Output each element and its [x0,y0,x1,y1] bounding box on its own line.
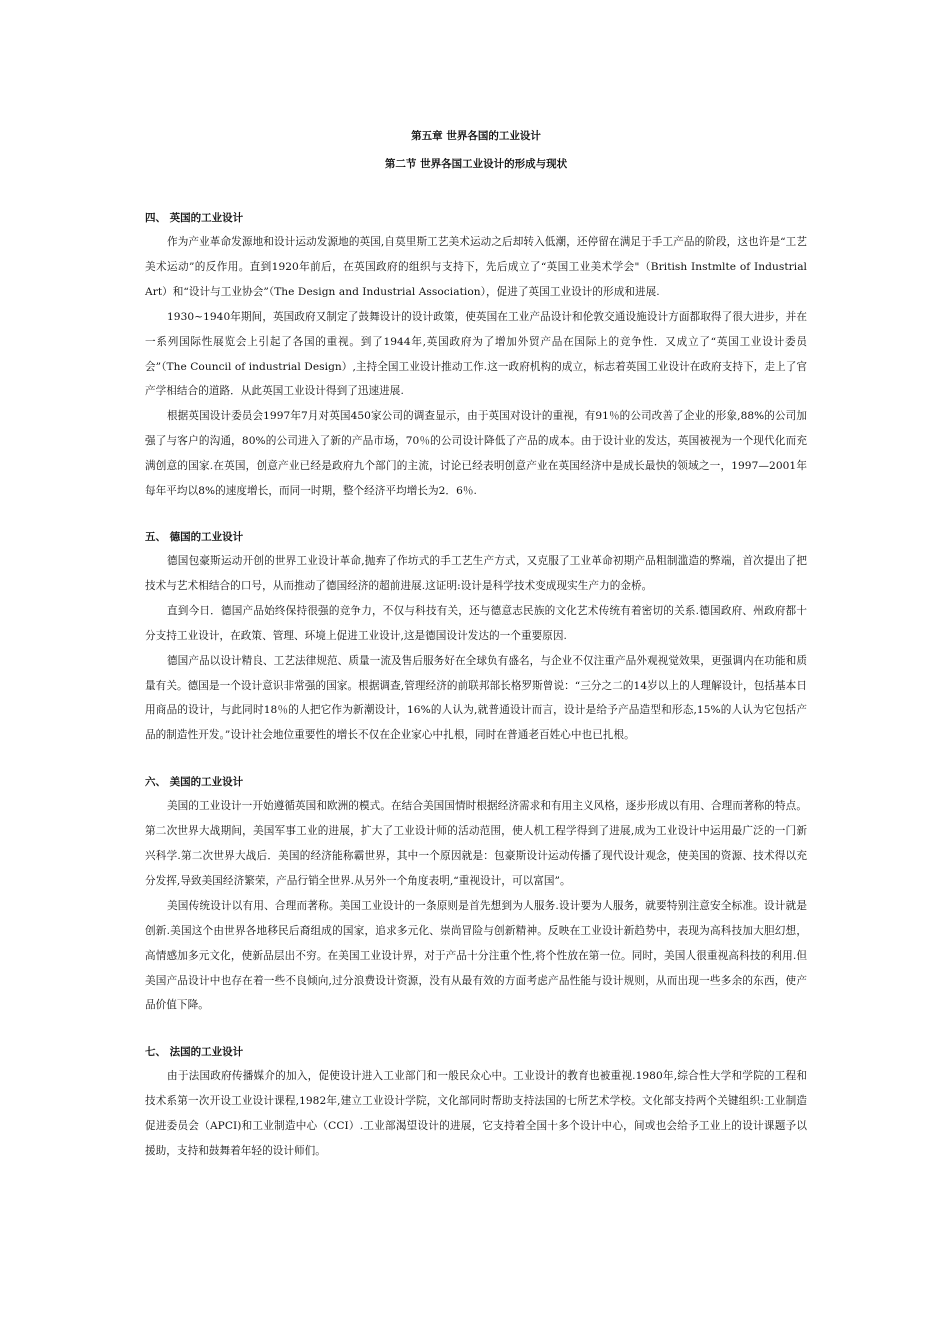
section-heading-uk: 四、 英国的工业设计 [145,212,244,224]
section-heading-usa: 六、 美国的工业设计 [145,776,244,789]
section-uk [145,206,807,504]
paragraph: 1930~1940年期间，英国政府又制定了鼓舞设计的设计政策，使英国在工业产品设计和伦敦交通设施设计方面都取得了很大进步，并在一系列国际性展览会上引起了各国的重视。到了1944年,英国政府为了增加外贸产品在国际上的竞争性．又成立了“英国工业设计委员会”（The Council of industrial Design）,主持全国工业设计推动工作.这一政府机构的成立，标志着英国工业设计在政府支持下，走上了官产学相结合的道路．从此英国工业设计得到了迅速进展. [145,310,807,398]
section-germany [145,525,807,748]
section-france [145,1040,807,1164]
chapter-title: 第五章 世界各国的工业设计 [411,130,541,142]
paragraph: 作为产业革命发源地和设计运动发源地的英国,自莫里斯工艺美术运动之后却转入低潮，还停留在满足于手工产品的阶段，这也许是“工艺美术运动”的反作用。直到1920年前后，在英国政府的组织与支持下，先后成立了“英国工业美术学会"（British Instmlte of Industrial Art）和“设计与工业协会”（The Design and Industrial Association），促进了英国工业设计的形成和进展. [145,236,807,298]
paragraph: 德国产品以设计精良、工艺法律规范、质量一流及售后服务好在全球负有盛名，与企业不仅注重产品外观视觉效果，更强调内在功能和质量有关。德国是一个设计意识非常强的国家。根据调查,管理经济的前联邦部长格罗斯曾说：“三分之二的14岁以上的人理解设计，包括基本日用商品的设计，与此同时18％的人把它作为新潮设计，16%的人认为,就普通设计而言，设计是给予产品造型和形态,15%的人认为它包括产品的制造性开发。”设计社会地位重要性的增长不仅在企业家心中扎根，同时在普通老百姓心中也已扎根。 [145,654,807,742]
paragraph: 直到今日．德国产品始终保持很强的竞争力，不仅与科技有关，还与德意志民族的文化艺术传统有着密切的关系.德国政府、州政府都十分支持工业设计，在政策、管理、环境上促进工业设计,这是德国设计发达的一个重要原因. [145,604,807,642]
section-heading-france: 七、 法国的工业设计 [145,1046,244,1059]
section-heading-germany: 五、 德国的工业设计 [145,530,244,543]
paragraph: 根据英国设计委员会1997年7月对英国450家公司的调查显示，由于英国对设计的重视，有91％的公司改善了企业的形象,88%的公司加强了与客户的沟通，80%的公司进入了新的产品市场，70％的公司设计降低了产品的成本。由于设计业的发达，英国被视为一个现代化而充满创意的国家.在英国，创意产业已经是政府九个部门的主流，讨论已经表明创意产业在英国经济中是成长最快的领域之一，1997—2001年每年平均以8%的速度增长，而同一时期，整个经济平均增长为2．6％. [145,410,807,498]
section-title: 第二节 世界各国工业设计的形成与现状 [384,158,568,170]
paragraph: 美国传统设计以有用、合理而著称。美国工业设计的一条原则是首先想到为人服务.设计要为人服务，就要特别注意安全标准。设计就是创新.美国这个由世界各地移民后裔组成的国家，追求多元化、崇尚冒险与创新精神。反映在工业设计新趋势中，表现为高科技加大胆幻想，高情感加多元文化，使新品层出不穷。在美国工业设计界，对于产品十分注重个性,将个性放在第一位。同时，美国人很重视高科技的利用.但美国产品设计中也存在着一些不良倾向,过分浪费设计资源，没有从最有效的方面考虑产品性能与设计规则，从而出现一些多余的东西，使产品价值下降。 [145,899,807,1012]
paragraph: 德国包豪斯运动开创的世界工业设计革命,抛弃了作坊式的手工艺生产方式，又克服了工业革命初期产品粗制滥造的弊端，首次提出了把技术与艺术相结合的口号，从而推动了德国经济的超前进展.这证明:设计是科学技术变成现实生产力的金桥。 [145,554,807,592]
document-page [145,118,807,1164]
paragraph: 美国的工业设计一开始遵循英国和欧洲的模式。在结合美国国情时根据经济需求和有用主义风格，逐步形成以有用、合理而著称的特点。第二次世界大战期间，美国军事工业的进展，扩大了工业设计师的活动范围，使人机工程学得到了进展,成为工业设计中运用最广泛的一门新兴科学.第二次世界大战后．美国的经济能称霸世界，其中一个原因就是：包豪斯设计运动传播了现代设计观念，使美国的资源、技术得以充分发挥,导致美国经济繁荣，产品行销全世界.从另外一个角度表明,“重视设计，可以富国”。 [145,800,807,887]
paragraph: 由于法国政府传播媒介的加入，促使设计进入工业部门和一般民众心中。工业设计的教育也被重视.1980年,综合性大学和学院的工程和技术系第一次开设工业设计课程,1982年,建立工业设计学院，文化部同时帮助支持法国的七所艺术学校。文化部支持两个关键组织:工业制造促进委员会（APCI)和工业制造中心（CCI）.工业部渴望设计的进展，它支持着全国十多个设计中心，间或也会给予工业上的设计课题予以援助，支持和鼓舞着年轻的设计师们。 [145,1070,807,1158]
section-usa [145,770,807,1018]
